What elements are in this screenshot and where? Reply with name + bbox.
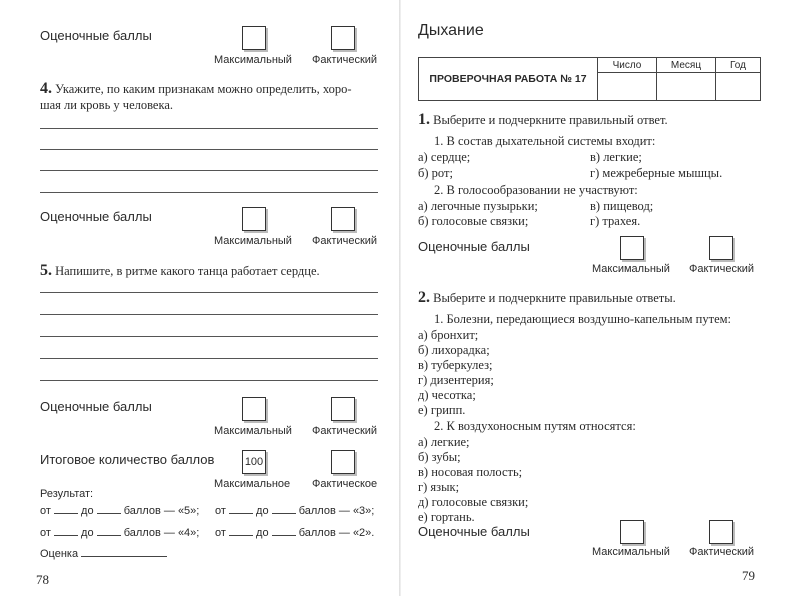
q1-s1-a[interactable]: а) сердце; (418, 150, 471, 164)
to-label: до (256, 527, 269, 539)
max-score-box-1[interactable] (242, 26, 266, 50)
max-label-1: Максимальный (214, 54, 292, 66)
total-score-label: Итоговое количество баллов (40, 452, 215, 467)
from-label: от (40, 505, 51, 517)
q2-sub1: 1. Болезни, передающиеся воздушно-капельным путем: (434, 312, 731, 326)
answer-line[interactable] (40, 292, 378, 293)
q2-s1-item[interactable]: е) грипп. (418, 403, 466, 417)
max-score-box-r2[interactable] (620, 520, 644, 544)
answer-line[interactable] (40, 314, 378, 315)
q2-heading (418, 289, 676, 307)
q2-s2-item[interactable]: д) голосовые связки; (418, 495, 529, 509)
col-day: Число (598, 58, 657, 73)
page-gutter (399, 0, 401, 596)
q2-s2-item[interactable]: г) язык; (418, 480, 460, 494)
fact-score-box-2[interactable] (331, 207, 355, 231)
answer-line[interactable] (40, 149, 378, 150)
fact-score-box-r1[interactable] (709, 236, 733, 260)
col-year: Год (716, 58, 761, 73)
q2-s1-item[interactable]: а) бронхит; (418, 328, 479, 342)
answer-line[interactable] (40, 128, 378, 129)
day-cell[interactable] (598, 73, 657, 101)
points-label: баллов — (298, 527, 350, 539)
answer-line[interactable] (40, 170, 378, 171)
task4-text1: Укажите, по каким признакам можно определить, хоро- (55, 82, 352, 96)
q2-s1-item[interactable]: б) лихорадка; (418, 343, 490, 357)
q1-s2-v[interactable]: в) пищевод; (590, 199, 654, 213)
q2-s2-item[interactable]: б) зубы; (418, 450, 461, 464)
q1-heading (418, 111, 668, 129)
answer-line[interactable] (40, 358, 378, 359)
from-label: от (40, 527, 51, 539)
total-max-label: Максимальное (214, 478, 291, 490)
max-score-box-3[interactable] (242, 397, 266, 421)
task5-line (40, 262, 320, 280)
work-title: ПРОВЕРОЧНАЯ РАБОТА № 17 (419, 58, 598, 101)
fact-score-box-3[interactable] (331, 397, 355, 421)
task5-number: 5. (40, 262, 52, 279)
task4-number: 4. (40, 80, 52, 97)
max-label-2: Максимальный (214, 235, 292, 247)
fact-label-r2: Фактический (689, 546, 755, 558)
task4-line1 (40, 80, 352, 98)
grade-row-3 (215, 505, 374, 517)
score-label-3: Оценочные баллы (40, 399, 152, 414)
score-label-r2: Оценочные баллы (418, 524, 530, 539)
q1-s2-g[interactable]: г) трахея. (590, 214, 641, 228)
grade-row-4 (40, 527, 199, 539)
q2-s1-item[interactable]: д) чесотка; (418, 388, 476, 402)
result-label: Результат: (40, 488, 94, 500)
q1-s1-b[interactable]: б) рот; (418, 166, 453, 180)
max-score-box-r1[interactable] (620, 236, 644, 260)
score-label-2: Оценочные баллы (40, 209, 152, 224)
answer-line[interactable] (40, 336, 378, 337)
q1-title: Выберите и подчеркните правильный ответ. (433, 113, 668, 127)
q2-s1-item[interactable]: в) туберкулез; (418, 358, 493, 372)
total-max-box: 100 (242, 450, 266, 474)
from-label: от (215, 527, 226, 539)
q2-sub2: 2. К воздухоносным путям относятся: (434, 419, 636, 433)
grade-4: «4»; (177, 527, 200, 539)
max-label-3: Максимальный (214, 425, 292, 437)
fact-score-box-r2[interactable] (709, 520, 733, 544)
section-title: Дыхание (418, 22, 484, 39)
points-label: баллов — (123, 505, 175, 517)
q1-number: 1. (418, 111, 430, 128)
answer-line[interactable] (40, 192, 378, 193)
q2-s1-item[interactable]: г) дизентерия; (418, 373, 494, 387)
answer-line[interactable] (40, 380, 378, 381)
from-label: от (215, 505, 226, 517)
points-label: баллов — (123, 527, 175, 539)
q2-number: 2. (418, 289, 430, 306)
fact-label-3: Фактический (312, 425, 378, 437)
fact-label-1: Фактический (312, 54, 378, 66)
month-cell[interactable] (657, 73, 716, 101)
max-label-r2: Максимальный (592, 546, 670, 558)
q2-s2-item[interactable]: е) гортань. (418, 510, 475, 524)
q2-s2-item[interactable]: в) носовая полость; (418, 465, 523, 479)
q1-sub1: 1. В состав дыхательной системы входит: (434, 134, 656, 148)
to-label: до (256, 505, 269, 517)
points-label: баллов — (298, 505, 350, 517)
max-label-r1: Максимальный (592, 263, 670, 275)
work-header-table (418, 57, 761, 101)
q1-s1-g[interactable]: г) межреберные мышцы. (590, 166, 723, 180)
fact-label-r1: Фактический (689, 263, 755, 275)
fact-label-2: Фактический (312, 235, 378, 247)
task4-line2: шая ли кровь у человека. (40, 98, 174, 112)
grade-row-5 (40, 505, 199, 517)
q2-s2-item[interactable]: а) легкие; (418, 435, 470, 449)
total-fact-label: Фактическое (312, 478, 378, 490)
page-number-left: 78 (36, 572, 49, 587)
grade-3: «3»; (352, 505, 375, 517)
year-cell[interactable] (716, 73, 761, 101)
col-month: Месяц (657, 58, 716, 73)
to-label: до (81, 527, 94, 539)
grade-row-2 (215, 527, 374, 539)
grade-field[interactable] (40, 548, 167, 560)
score-label-1: Оценочные баллы (40, 28, 152, 43)
fact-score-box-1[interactable] (331, 26, 355, 50)
max-score-box-2[interactable] (242, 207, 266, 231)
page-number-right: 79 (742, 568, 755, 583)
q1-sub2: 2. В голосообразовании не участвуют: (434, 183, 638, 197)
grade-label: Оценка (40, 548, 79, 560)
score-label-r1: Оценочные баллы (418, 239, 530, 254)
q1-s2-a[interactable]: а) легочные пузырьки; (418, 199, 538, 213)
q2-title: Выберите и подчеркните правильные ответы. (433, 291, 676, 305)
to-label: до (81, 505, 94, 517)
q1-s1-v[interactable]: в) легкие; (590, 150, 642, 164)
grade-5: «5»; (177, 505, 200, 517)
q1-s2-b[interactable]: б) голосовые связки; (418, 214, 529, 228)
grade-2: «2». (352, 527, 375, 539)
total-fact-box[interactable] (331, 450, 355, 474)
task5-text: Напишите, в ритме какого танца работает сердце. (55, 264, 320, 278)
